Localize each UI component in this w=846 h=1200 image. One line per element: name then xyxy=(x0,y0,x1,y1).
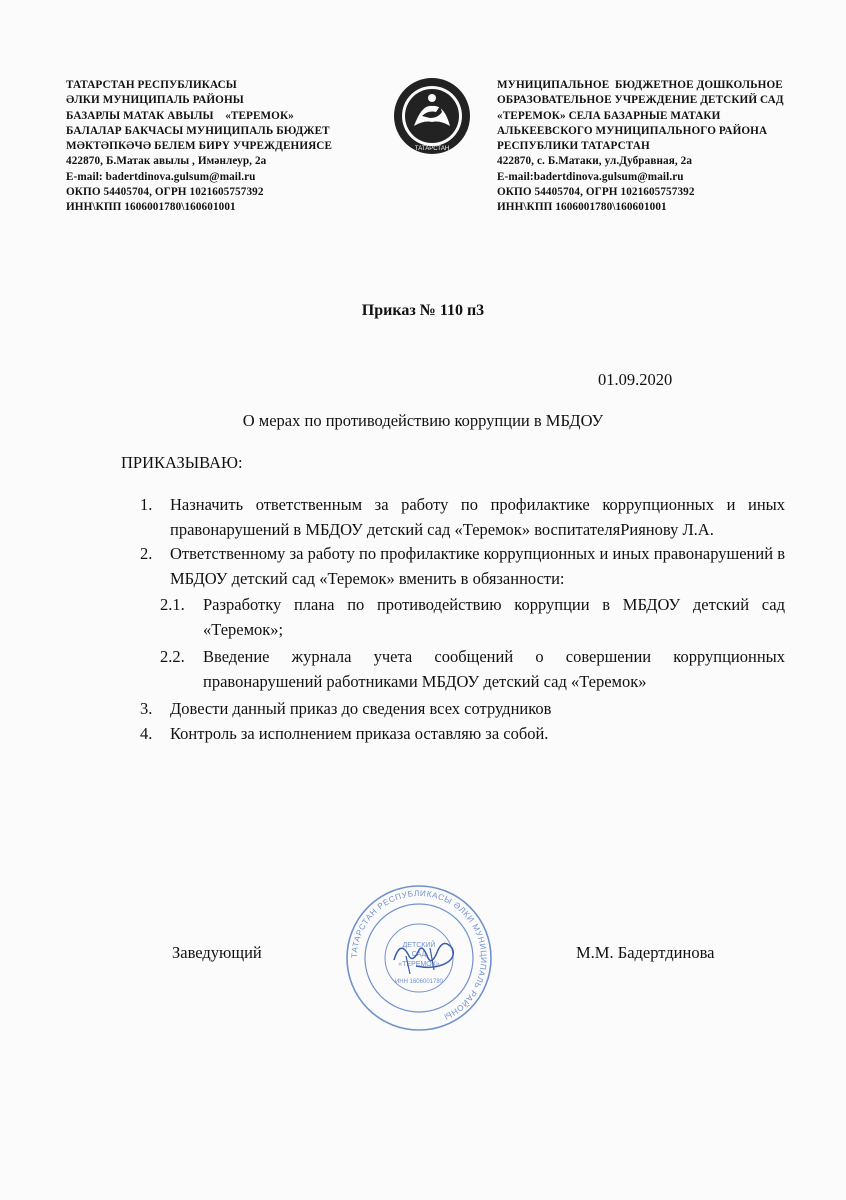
list-item xyxy=(140,697,785,722)
list-subitem xyxy=(140,593,785,642)
header-right-line: «ТЕРЕМОК» СЕЛА БАЗАРНЫЕ МАТАКИ xyxy=(497,109,721,122)
document-subject: О мерах по противодействию коррупции в МБДОУ xyxy=(242,411,604,430)
document-title: Приказ № 110 п3 xyxy=(361,302,485,319)
header-left-line: БАЛАЛАР БАКЧАСЫ МУНИЦИПАЛЬ БЮДЖЕТ xyxy=(66,124,330,137)
list-item xyxy=(140,722,785,747)
item-number: 1. xyxy=(140,495,153,514)
signer-position: Заведующий xyxy=(172,943,262,962)
item-text: Контроль за исполнением приказа оставляю за собой. xyxy=(170,723,549,743)
item-number: 3. xyxy=(140,699,153,718)
item-number: 2.2. xyxy=(160,647,185,666)
header-right-line: МУНИЦИПАЛЬНОЕ БЮДЖЕТНОЕ ДОШКОЛЬНОЕ xyxy=(497,79,783,91)
orders-heading: ПРИКАЗЫВАЮ: xyxy=(121,453,243,472)
signature-icon xyxy=(386,930,466,980)
header-right-line: АЛЬКЕЕВСКОГО МУНИЦИПАЛЬНОГО РАЙОНА xyxy=(497,124,768,137)
header-right-line: ОКПО 54405704, ОГРН 1021605757392 xyxy=(497,186,695,199)
emblem-label: ТАТАРСТАН xyxy=(414,146,450,152)
header-left-line: МӘКТӘПКӘЧӘ БЕЛЕМ БИРҮ УЧРЕЖДЕНИЯСЕ xyxy=(66,140,333,153)
item-text: Назначить ответственным за работу по профилактике коррупционных и иных правонарушений в МБДОУ детский сад «Теремок» воспитателяРиянову Л.А. xyxy=(170,495,785,539)
stamp-inn: ИНН 1606001780 xyxy=(394,979,444,985)
item-text: Введение журнала учета сообщений о совершении коррупционных правонарушений работниками МБДОУ детский сад «Теремок» xyxy=(203,647,785,691)
orders-list xyxy=(140,493,785,746)
header-right-line: ИНН\КПП 1606001780\160601001 xyxy=(497,201,667,214)
list-item xyxy=(140,493,785,542)
signer-name: М.М. Бадертдинова xyxy=(576,943,715,962)
header-left-line: ӘЛКИ МУНИЦИПАЛЬ РАЙОНЫ xyxy=(66,94,244,107)
stamp-center-line: «ТЕРЕМОК» xyxy=(398,961,440,968)
header-left-line: ИНН\КПП 1606001780\160601001 xyxy=(66,201,236,214)
item-number: 4. xyxy=(140,723,153,743)
tatarstan-emblem-icon xyxy=(392,76,472,156)
header-right-line: E-mail:badertdinova.gulsum@mail.ru xyxy=(497,170,684,183)
item-text: Ответственному за работу по профилактике коррупционных и иных правонарушений в МБДОУ детский сад «Теремок» вменить в обязанности: xyxy=(170,544,785,588)
item-number: 2. xyxy=(140,544,153,563)
header-right-line: РЕСПУБЛИКИ ТАТАРСТАН xyxy=(497,140,650,153)
header-left-line: ТАТАРСТАН РЕСПУБЛИКАСЫ xyxy=(66,79,237,91)
list-subitem xyxy=(140,645,785,694)
header-left-line: ОКПО 54405704, ОГРН 1021605757392 xyxy=(66,186,264,199)
item-text: Довести данный приказ до сведения всех сотрудников xyxy=(170,699,552,718)
header-left-line: E-mail: badertdinova.gulsum@mail.ru xyxy=(66,170,256,183)
header-left-line: БАЗАРЛЫ МАТАК АВЫЛЫ «ТЕРЕМОК» xyxy=(66,109,294,122)
header-left-line: 422870, Б.Матак авылы , Имәнлеур, 2а xyxy=(66,155,267,168)
header-right-block xyxy=(497,78,827,216)
item-text: Разработку плана по противодействию коррупции в МБДОУ детский сад «Теремок»; xyxy=(203,595,785,639)
header-left-block xyxy=(66,78,386,216)
header-right-line: 422870, с. Б.Матаки, ул.Дубравная, 2а xyxy=(497,155,693,168)
list-item xyxy=(140,542,785,591)
stamp-center-line: ДЕТСКИЙ xyxy=(402,942,436,949)
item-number: 2.1. xyxy=(160,595,185,614)
stamp-outer-text: ТАТАРСТАН РЕСПУБЛИКАСЫ ӘЛКИ МУНИЦИПАЛЬ РАЙОНЫ xyxy=(349,888,489,1022)
header-right-line: ОБРАЗОВАТЕЛЬНОЕ УЧРЕЖДЕНИЕ ДЕТСКИЙ САД xyxy=(497,94,784,107)
stamp-center-line: САД xyxy=(411,951,427,958)
document-date: 01.09.2020 xyxy=(598,370,673,389)
